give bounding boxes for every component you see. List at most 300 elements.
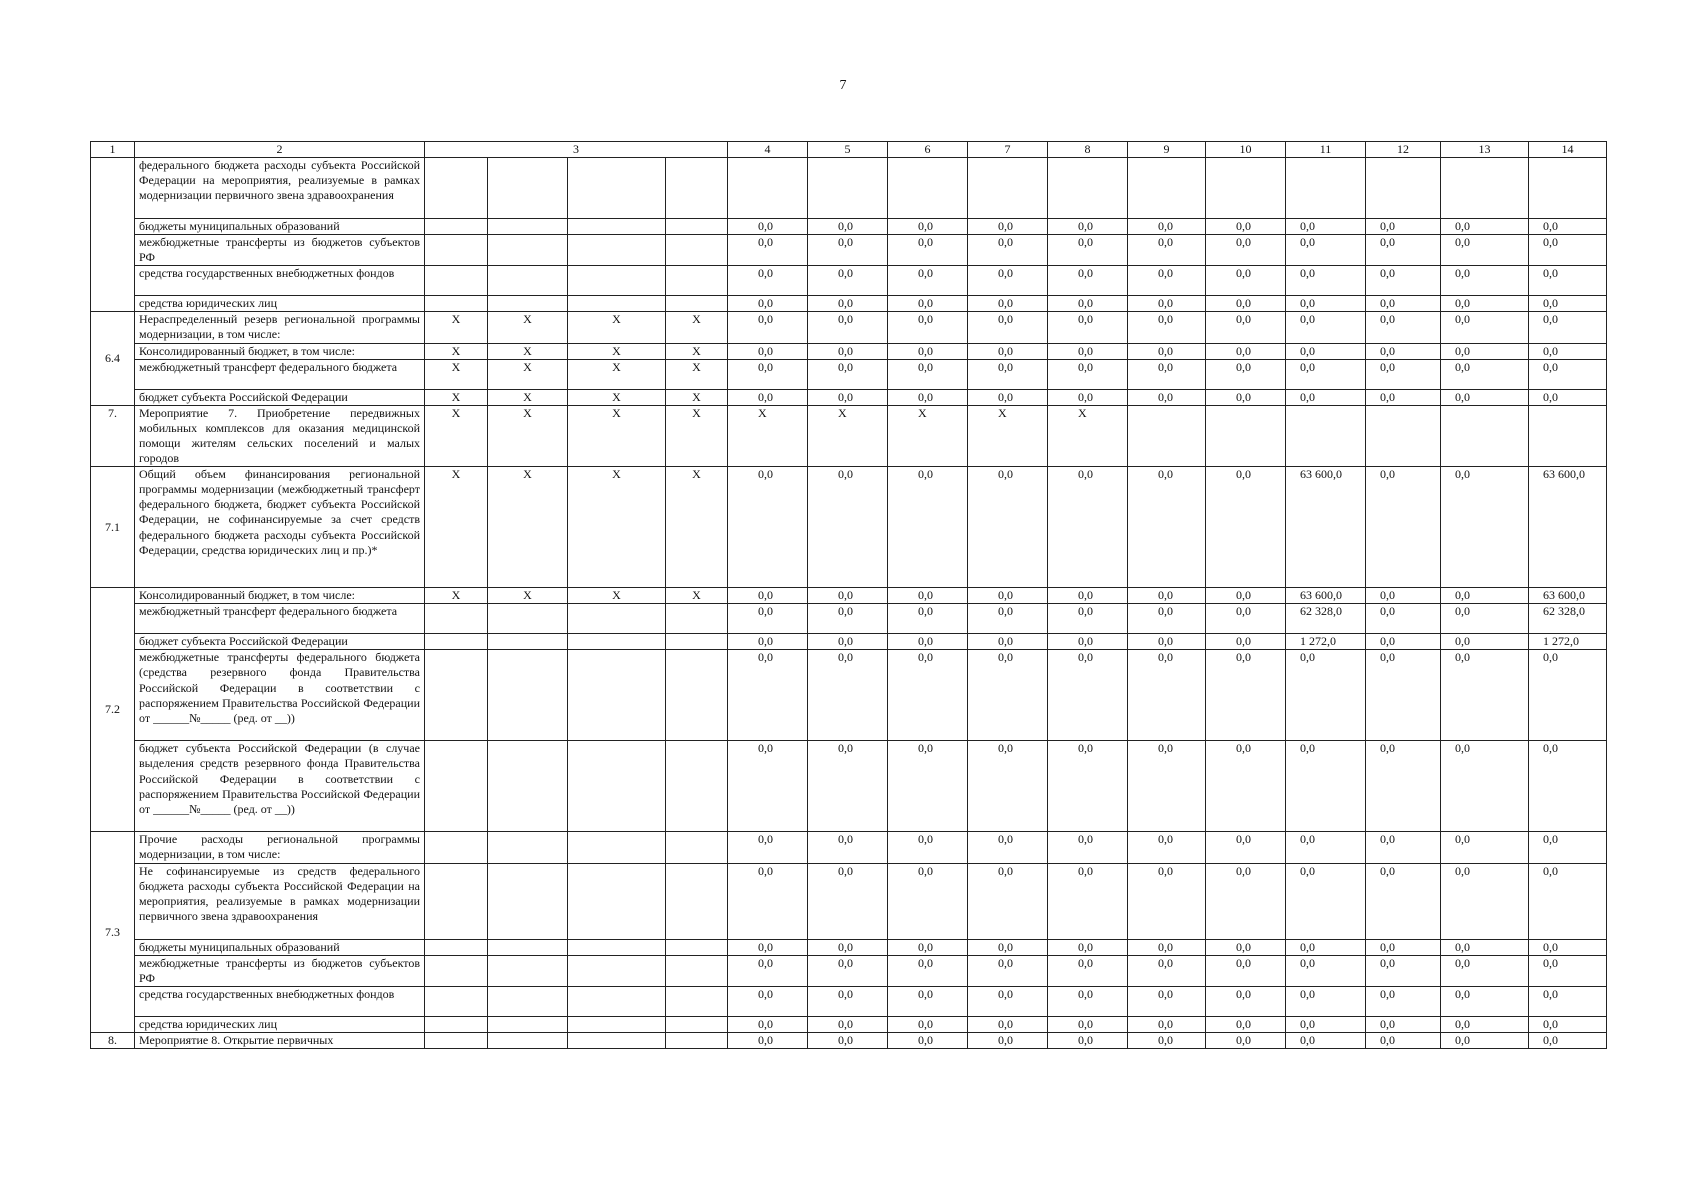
value-cell: 0,0 xyxy=(1441,296,1529,312)
value-cell: 0,0 xyxy=(1529,343,1607,359)
marker-cell xyxy=(568,219,666,235)
value-cell: 0,0 xyxy=(728,955,808,986)
value-cell: 0,0 xyxy=(808,296,888,312)
table-row xyxy=(91,389,1607,405)
value-cell: 0,0 xyxy=(1206,955,1286,986)
marker-cell xyxy=(425,939,488,955)
value-cell: 0,0 xyxy=(968,634,1048,650)
marker-cell: X xyxy=(488,588,568,604)
table-row xyxy=(91,588,1607,604)
value-cell: 0,0 xyxy=(1206,650,1286,741)
value-cell: 0,0 xyxy=(728,650,808,741)
table-row xyxy=(91,235,1607,266)
value-cell: 0,0 xyxy=(728,266,808,296)
marker-cell xyxy=(488,741,568,832)
value-cell: 0,0 xyxy=(808,343,888,359)
value-cell: 63 600,0 xyxy=(1286,467,1366,588)
value-cell: 0,0 xyxy=(1286,219,1366,235)
value-cell xyxy=(1286,405,1366,466)
marker-cell: X xyxy=(425,467,488,588)
marker-cell xyxy=(666,1016,728,1032)
marker-cell xyxy=(425,219,488,235)
value-cell: 0,0 xyxy=(808,389,888,405)
value-cell: 0,0 xyxy=(1366,266,1441,296)
value-cell: 0,0 xyxy=(1441,588,1529,604)
value-cell xyxy=(1128,405,1206,466)
marker-cell: X xyxy=(666,312,728,343)
value-cell: 0,0 xyxy=(1441,312,1529,343)
marker-cell xyxy=(425,158,488,219)
value-cell: 0,0 xyxy=(1286,359,1366,389)
marker-cell xyxy=(488,986,568,1016)
table-row xyxy=(91,650,1607,741)
marker-cell xyxy=(568,1016,666,1032)
value-cell: 0,0 xyxy=(1048,650,1128,741)
header-cell: 12 xyxy=(1366,142,1441,158)
marker-cell xyxy=(568,296,666,312)
value-cell: 0,0 xyxy=(1206,863,1286,939)
table-row xyxy=(91,986,1607,1016)
marker-cell xyxy=(568,650,666,741)
value-cell xyxy=(888,158,968,219)
header-cell: 1 xyxy=(91,142,135,158)
marker-cell xyxy=(568,832,666,863)
value-cell xyxy=(728,158,808,219)
value-cell: 0,0 xyxy=(1366,955,1441,986)
value-cell: 0,0 xyxy=(888,588,968,604)
marker-cell: X xyxy=(488,343,568,359)
table-row xyxy=(91,634,1607,650)
value-cell: 0,0 xyxy=(1366,832,1441,863)
value-cell: 0,0 xyxy=(1128,986,1206,1016)
value-cell: 0,0 xyxy=(728,467,808,588)
value-cell xyxy=(1206,405,1286,466)
value-cell: 0,0 xyxy=(1206,1016,1286,1032)
section-number-cell: 8. xyxy=(91,1032,135,1048)
value-cell: 0,0 xyxy=(1286,296,1366,312)
value-cell: 0,0 xyxy=(808,1016,888,1032)
table-row xyxy=(91,158,1607,219)
row-description: межбюджетный трансферт федерального бюджета xyxy=(135,604,425,634)
table-body xyxy=(91,142,1607,1049)
value-cell: 0,0 xyxy=(1286,312,1366,343)
value-cell: 0,0 xyxy=(1206,359,1286,389)
value-cell: 0,0 xyxy=(1441,235,1529,266)
value-cell: 0,0 xyxy=(1366,359,1441,389)
table-row xyxy=(91,939,1607,955)
value-cell: 0,0 xyxy=(728,741,808,832)
value-cell: 0,0 xyxy=(1441,359,1529,389)
value-cell: 0,0 xyxy=(1366,634,1441,650)
value-cell: 0,0 xyxy=(808,1032,888,1048)
value-cell: 0,0 xyxy=(728,863,808,939)
section-number-cell: 6.4 xyxy=(91,312,135,405)
value-cell: 0,0 xyxy=(1441,863,1529,939)
marker-cell xyxy=(425,986,488,1016)
value-cell: 0,0 xyxy=(1128,863,1206,939)
value-cell: 0,0 xyxy=(1128,266,1206,296)
value-cell: 0,0 xyxy=(1286,266,1366,296)
value-cell: 0,0 xyxy=(888,863,968,939)
value-cell: 0,0 xyxy=(968,1016,1048,1032)
marker-cell: X xyxy=(425,343,488,359)
marker-cell: X xyxy=(425,359,488,389)
value-cell: 0,0 xyxy=(888,1016,968,1032)
table-row xyxy=(91,343,1607,359)
marker-cell xyxy=(425,1016,488,1032)
value-cell: 0,0 xyxy=(968,343,1048,359)
value-cell: 0,0 xyxy=(1048,343,1128,359)
marker-cell xyxy=(666,158,728,219)
value-cell: X xyxy=(968,405,1048,466)
value-cell: 0,0 xyxy=(888,389,968,405)
value-cell: 0,0 xyxy=(1529,359,1607,389)
marker-cell xyxy=(488,939,568,955)
value-cell: 0,0 xyxy=(1048,219,1128,235)
marker-cell xyxy=(666,741,728,832)
value-cell: 0,0 xyxy=(888,741,968,832)
marker-cell: X xyxy=(425,312,488,343)
marker-cell xyxy=(666,955,728,986)
value-cell: 0,0 xyxy=(888,604,968,634)
value-cell: 0,0 xyxy=(1048,955,1128,986)
value-cell: 0,0 xyxy=(1128,312,1206,343)
value-cell: 0,0 xyxy=(888,296,968,312)
header-cell: 2 xyxy=(135,142,425,158)
table-row xyxy=(91,312,1607,343)
value-cell: 0,0 xyxy=(1206,266,1286,296)
value-cell: 0,0 xyxy=(1206,939,1286,955)
row-description: межбюджетные трансферты федерального бюджета (средства резервного фонда Правительства Российской Федерации в соответствии с распоряжением Правительства Российской Федерации от ______№_____ (ред. от __)) xyxy=(135,650,425,741)
table-row xyxy=(91,405,1607,466)
marker-cell xyxy=(666,604,728,634)
marker-cell xyxy=(568,741,666,832)
value-cell: 0,0 xyxy=(808,235,888,266)
value-cell: 0,0 xyxy=(1128,219,1206,235)
value-cell xyxy=(1286,158,1366,219)
row-description: межбюджетные трансферты из бюджетов субъектов РФ xyxy=(135,955,425,986)
marker-cell: X xyxy=(666,467,728,588)
marker-cell xyxy=(568,158,666,219)
value-cell: 0,0 xyxy=(1366,389,1441,405)
value-cell: 0,0 xyxy=(968,389,1048,405)
financing-table xyxy=(90,141,1607,1049)
value-cell: 0,0 xyxy=(1286,235,1366,266)
table-row xyxy=(91,467,1607,588)
value-cell: 0,0 xyxy=(1128,650,1206,741)
value-cell: 0,0 xyxy=(1286,741,1366,832)
value-cell: 0,0 xyxy=(1286,955,1366,986)
header-cell: 7 xyxy=(968,142,1048,158)
marker-cell xyxy=(425,266,488,296)
value-cell: 0,0 xyxy=(1128,634,1206,650)
row-description: межбюджетный трансферт федерального бюджета xyxy=(135,359,425,389)
row-description: средства государственных внебюджетных фондов xyxy=(135,986,425,1016)
header-cell: 9 xyxy=(1128,142,1206,158)
value-cell: 0,0 xyxy=(1529,235,1607,266)
header-cell: 4 xyxy=(728,142,808,158)
value-cell: 0,0 xyxy=(808,312,888,343)
value-cell: 0,0 xyxy=(808,832,888,863)
marker-cell xyxy=(568,604,666,634)
value-cell: 0,0 xyxy=(1441,1032,1529,1048)
marker-cell: X xyxy=(425,389,488,405)
row-description: федерального бюджета расходы субъекта Российской Федерации на мероприятия, реализуемые в рамках модернизации первичного звена здравоохранения xyxy=(135,158,425,219)
value-cell: 0,0 xyxy=(1286,650,1366,741)
value-cell: 0,0 xyxy=(1048,1016,1128,1032)
value-cell: 0,0 xyxy=(808,588,888,604)
value-cell: 0,0 xyxy=(1048,588,1128,604)
value-cell: 0,0 xyxy=(728,235,808,266)
value-cell: 0,0 xyxy=(1048,634,1128,650)
header-cell: 13 xyxy=(1441,142,1529,158)
value-cell: 0,0 xyxy=(808,741,888,832)
header-cell: 5 xyxy=(808,142,888,158)
marker-cell xyxy=(568,634,666,650)
marker-cell: X xyxy=(666,389,728,405)
value-cell: 0,0 xyxy=(1529,986,1607,1016)
marker-cell xyxy=(425,634,488,650)
marker-cell xyxy=(488,219,568,235)
value-cell: 0,0 xyxy=(1366,588,1441,604)
value-cell: 0,0 xyxy=(1128,939,1206,955)
marker-cell: X xyxy=(568,389,666,405)
value-cell xyxy=(1441,158,1529,219)
section-number-cell: 7.1 xyxy=(91,467,135,588)
table-row xyxy=(91,1016,1607,1032)
value-cell: 0,0 xyxy=(808,863,888,939)
value-cell: 0,0 xyxy=(1048,986,1128,1016)
value-cell: 0,0 xyxy=(728,1032,808,1048)
section-number-cell: 7. xyxy=(91,405,135,466)
table-row xyxy=(91,296,1607,312)
value-cell: 0,0 xyxy=(1441,832,1529,863)
value-cell: 0,0 xyxy=(1529,266,1607,296)
value-cell: 0,0 xyxy=(1529,296,1607,312)
table-row xyxy=(91,604,1607,634)
header-cell: 6 xyxy=(888,142,968,158)
value-cell: 0,0 xyxy=(1529,939,1607,955)
value-cell: 0,0 xyxy=(1286,986,1366,1016)
value-cell: 0,0 xyxy=(1048,296,1128,312)
row-description: бюджет субъекта Российской Федерации xyxy=(135,389,425,405)
value-cell: 0,0 xyxy=(1048,863,1128,939)
value-cell: 0,0 xyxy=(1366,1032,1441,1048)
marker-cell: X xyxy=(568,467,666,588)
value-cell: 0,0 xyxy=(728,604,808,634)
marker-cell xyxy=(488,1032,568,1048)
value-cell: 0,0 xyxy=(1366,863,1441,939)
header-cell: 10 xyxy=(1206,142,1286,158)
value-cell: 0,0 xyxy=(1206,343,1286,359)
marker-cell xyxy=(425,955,488,986)
value-cell: 0,0 xyxy=(1529,219,1607,235)
value-cell: 0,0 xyxy=(1441,939,1529,955)
marker-cell xyxy=(666,650,728,741)
section-number-cell xyxy=(91,158,135,312)
value-cell: 0,0 xyxy=(1128,741,1206,832)
table-row xyxy=(91,741,1607,832)
value-cell: 0,0 xyxy=(1286,1032,1366,1048)
value-cell: 0,0 xyxy=(1286,832,1366,863)
value-cell: 0,0 xyxy=(968,955,1048,986)
value-cell: 0,0 xyxy=(1128,343,1206,359)
value-cell xyxy=(1206,158,1286,219)
value-cell: 0,0 xyxy=(1206,832,1286,863)
value-cell: 0,0 xyxy=(1128,832,1206,863)
value-cell: 0,0 xyxy=(888,650,968,741)
value-cell: 0,0 xyxy=(1128,359,1206,389)
value-cell xyxy=(1128,158,1206,219)
value-cell: 0,0 xyxy=(888,467,968,588)
value-cell: 0,0 xyxy=(1286,343,1366,359)
value-cell: 0,0 xyxy=(968,235,1048,266)
value-cell: 0,0 xyxy=(1441,650,1529,741)
value-cell: 0,0 xyxy=(968,312,1048,343)
value-cell: 63 600,0 xyxy=(1529,467,1607,588)
table-row xyxy=(91,1032,1607,1048)
value-cell: 0,0 xyxy=(888,634,968,650)
marker-cell: X xyxy=(488,359,568,389)
value-cell: 0,0 xyxy=(888,939,968,955)
value-cell: 0,0 xyxy=(728,939,808,955)
value-cell xyxy=(808,158,888,219)
marker-cell: X xyxy=(568,405,666,466)
value-cell: 0,0 xyxy=(1529,863,1607,939)
marker-cell xyxy=(568,939,666,955)
value-cell: 0,0 xyxy=(728,389,808,405)
value-cell xyxy=(1529,158,1607,219)
marker-cell xyxy=(666,219,728,235)
value-cell: 0,0 xyxy=(808,359,888,389)
value-cell: 0,0 xyxy=(1366,1016,1441,1032)
value-cell: 0,0 xyxy=(1128,389,1206,405)
row-description: Консолидированный бюджет, в том числе: xyxy=(135,343,425,359)
value-cell xyxy=(1048,158,1128,219)
row-description: Прочие расходы региональной программы модернизации, в том числе: xyxy=(135,832,425,863)
marker-cell xyxy=(666,986,728,1016)
value-cell: 0,0 xyxy=(1048,389,1128,405)
marker-cell xyxy=(488,1016,568,1032)
marker-cell: X xyxy=(568,343,666,359)
value-cell: 0,0 xyxy=(968,219,1048,235)
section-number-cell: 7.3 xyxy=(91,832,135,1033)
value-cell: 0,0 xyxy=(728,219,808,235)
marker-cell xyxy=(488,266,568,296)
marker-cell: X xyxy=(666,405,728,466)
value-cell: 0,0 xyxy=(1128,604,1206,634)
table-row xyxy=(91,863,1607,939)
value-cell: 0,0 xyxy=(1441,604,1529,634)
value-cell: 0,0 xyxy=(968,359,1048,389)
marker-cell xyxy=(568,1032,666,1048)
marker-cell: X xyxy=(568,359,666,389)
value-cell: 0,0 xyxy=(888,312,968,343)
value-cell: 0,0 xyxy=(1128,235,1206,266)
marker-cell xyxy=(488,235,568,266)
value-cell xyxy=(1529,405,1607,466)
marker-cell: X xyxy=(488,312,568,343)
value-cell: 0,0 xyxy=(1206,296,1286,312)
row-description: Мероприятие 7. Приобретение передвижных мобильных комплексов для оказания медицинской помощи жителям сельских поселений и малых городов xyxy=(135,405,425,466)
value-cell: 0,0 xyxy=(1128,296,1206,312)
value-cell: 0,0 xyxy=(808,939,888,955)
value-cell: 0,0 xyxy=(1366,741,1441,832)
marker-cell xyxy=(488,634,568,650)
value-cell: 0,0 xyxy=(888,359,968,389)
marker-cell xyxy=(568,266,666,296)
value-cell: 0,0 xyxy=(808,650,888,741)
marker-cell xyxy=(568,235,666,266)
marker-cell: X xyxy=(666,343,728,359)
value-cell: 0,0 xyxy=(968,832,1048,863)
value-cell: 0,0 xyxy=(968,467,1048,588)
value-cell: 0,0 xyxy=(1048,939,1128,955)
header-row xyxy=(91,142,1607,158)
value-cell: 0,0 xyxy=(888,1032,968,1048)
value-cell: 0,0 xyxy=(728,296,808,312)
value-cell: 0,0 xyxy=(1366,219,1441,235)
marker-cell xyxy=(488,296,568,312)
value-cell: 0,0 xyxy=(888,219,968,235)
value-cell: 0,0 xyxy=(1441,955,1529,986)
row-description: бюджеты муниципальных образований xyxy=(135,219,425,235)
row-description: бюджет субъекта Российской Федерации xyxy=(135,634,425,650)
marker-cell xyxy=(425,832,488,863)
marker-cell: X xyxy=(568,588,666,604)
value-cell: 0,0 xyxy=(1128,955,1206,986)
value-cell: 0,0 xyxy=(1529,312,1607,343)
value-cell: 0,0 xyxy=(1206,634,1286,650)
marker-cell xyxy=(666,939,728,955)
marker-cell xyxy=(488,650,568,741)
value-cell: X xyxy=(808,405,888,466)
marker-cell: X xyxy=(666,588,728,604)
row-description: бюджеты муниципальных образований xyxy=(135,939,425,955)
value-cell: 62 328,0 xyxy=(1529,604,1607,634)
value-cell: 0,0 xyxy=(1206,312,1286,343)
value-cell xyxy=(1366,405,1441,466)
value-cell: 0,0 xyxy=(968,650,1048,741)
value-cell xyxy=(1366,158,1441,219)
value-cell: 0,0 xyxy=(968,986,1048,1016)
value-cell: 0,0 xyxy=(888,235,968,266)
value-cell: 0,0 xyxy=(808,955,888,986)
value-cell: 0,0 xyxy=(808,266,888,296)
marker-cell: X xyxy=(568,312,666,343)
table-row xyxy=(91,359,1607,389)
value-cell: 0,0 xyxy=(1048,832,1128,863)
value-cell: 0,0 xyxy=(728,634,808,650)
value-cell: 0,0 xyxy=(888,832,968,863)
marker-cell xyxy=(488,604,568,634)
value-cell: 0,0 xyxy=(808,219,888,235)
marker-cell xyxy=(425,650,488,741)
value-cell: 0,0 xyxy=(1206,604,1286,634)
marker-cell xyxy=(666,266,728,296)
marker-cell xyxy=(425,741,488,832)
value-cell: 0,0 xyxy=(1441,1016,1529,1032)
value-cell: 0,0 xyxy=(968,1032,1048,1048)
value-cell: 0,0 xyxy=(728,986,808,1016)
value-cell: 0,0 xyxy=(1048,266,1128,296)
value-cell: 0,0 xyxy=(1128,588,1206,604)
value-cell: 0,0 xyxy=(1529,1016,1607,1032)
row-description: Не софинансируемые из средств федерального бюджета расходы субъекта Российской Федерации на мероприятия, реализуемые в рамках модернизации первичного звена здравоохранения xyxy=(135,863,425,939)
value-cell: 0,0 xyxy=(968,741,1048,832)
marker-cell xyxy=(425,1032,488,1048)
value-cell: 0,0 xyxy=(728,343,808,359)
